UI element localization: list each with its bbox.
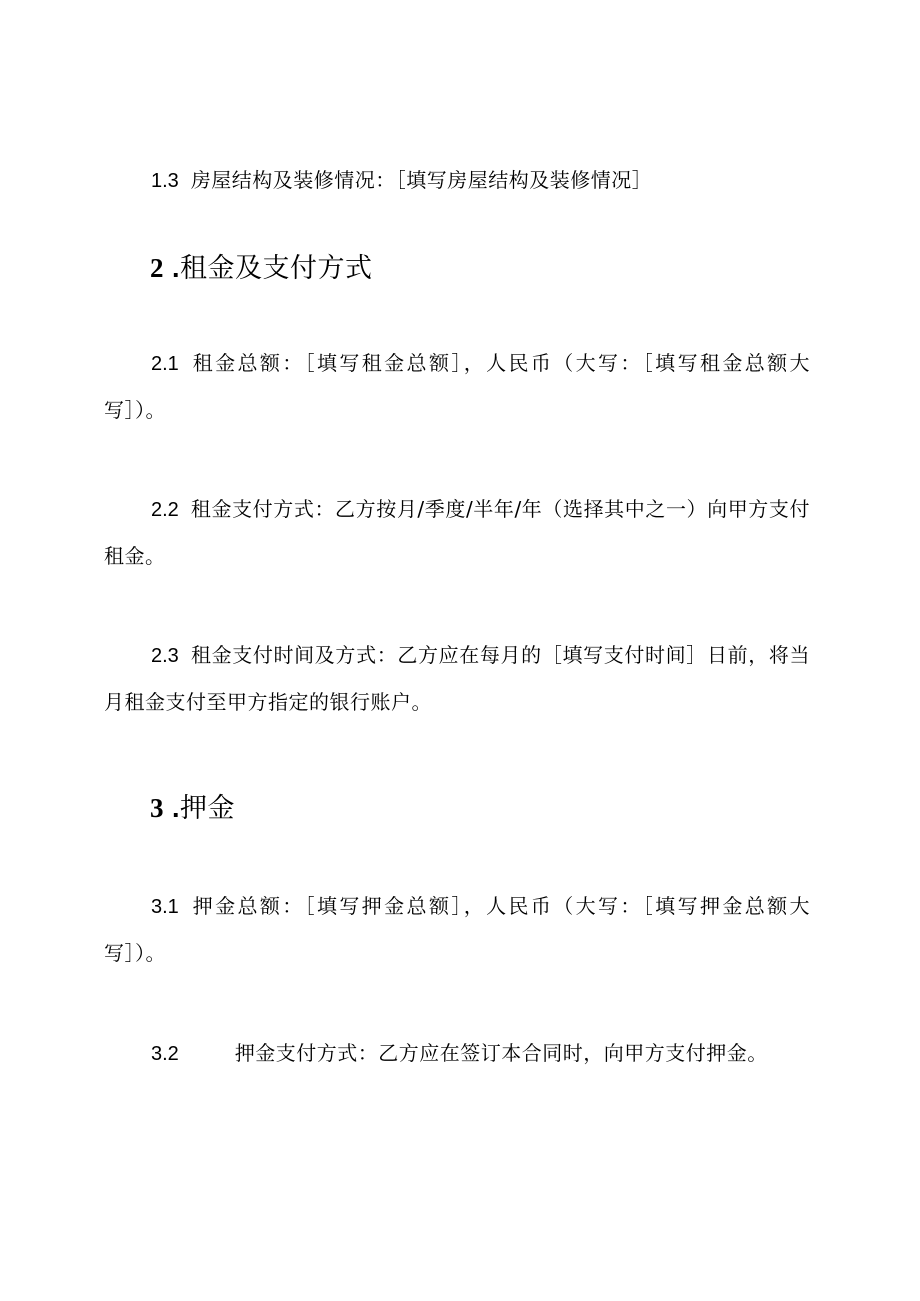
clause-1-3 <box>104 157 810 204</box>
clause-text: 租金支付时间及方式：乙方应在每月的［填写支付时间］日前，将当月租金支付至甲方指定的银行账户。 <box>104 643 810 714</box>
clause-2-1 <box>104 340 810 433</box>
clause-number: 2.3 <box>151 645 179 667</box>
clause-number: 3.2 <box>151 1043 179 1065</box>
clause-number: 2.1 <box>151 353 179 375</box>
clause-3-1 <box>104 883 810 976</box>
heading-title: 租金及支付方式 <box>180 253 373 284</box>
clause-number: 3.1 <box>151 896 179 918</box>
clause-number: 1.3 <box>151 170 179 192</box>
clause-2-3 <box>104 632 810 725</box>
clause-text: 租金支付方式：乙方按月/季度/半年/年（选择其中之一）向甲方支付租金。 <box>104 497 810 568</box>
heading-title: 押金 <box>180 793 236 824</box>
heading-number: 2 <box>150 253 164 283</box>
section-heading-2 <box>150 250 373 287</box>
clause-text: 押金支付方式：乙方应在签订本合同时，向甲方支付押金。 <box>234 1041 768 1065</box>
clause-text: 租金总额：［填写租金总额］，人民币（大写：［填写租金总额大写］）。 <box>104 351 810 422</box>
clause-text: 押金总额：［填写押金总额］，人民币（大写：［填写押金总额大写］）。 <box>104 894 810 965</box>
clause-2-2 <box>104 486 810 579</box>
clause-number: 2.2 <box>151 499 179 521</box>
heading-dot: . <box>172 793 181 823</box>
section-heading-3 <box>150 790 235 827</box>
heading-dot: . <box>172 253 181 283</box>
clause-3-2 <box>104 1030 810 1077</box>
clause-text: 房屋结构及装修情况：［填写房屋结构及装修情况］ <box>190 168 653 192</box>
heading-number: 3 <box>150 793 164 823</box>
